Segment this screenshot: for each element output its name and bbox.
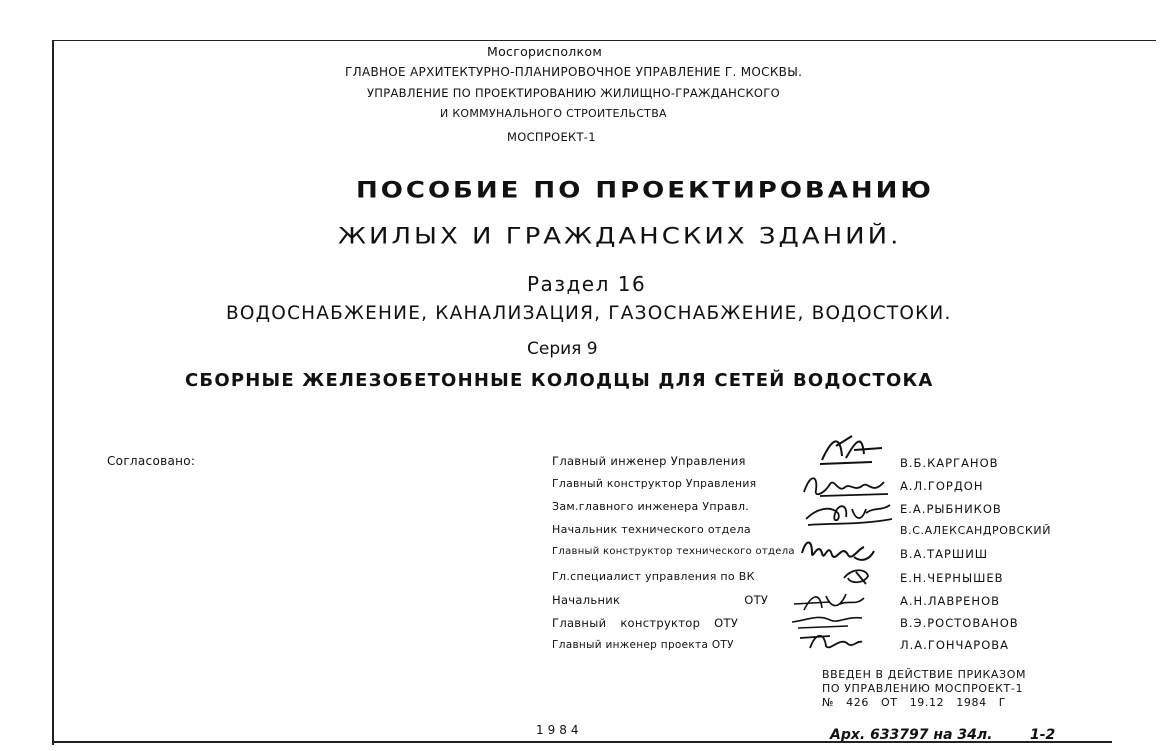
header-line-4: И КОММУНАЛЬНОГО СТРОИТЕЛЬСТВА — [440, 107, 667, 120]
approver-name-5: В.А.ТАРШИШ — [900, 547, 989, 561]
approval-role-7-text: Начальник ОТУ — [552, 593, 769, 607]
approver-name-1: В.Б.КАРГАНОВ — [900, 456, 999, 470]
approver-name-2: А.Л.ГОРДОН — [900, 479, 984, 493]
approval-role-6: Гл.специалист управления по ВК — [552, 570, 755, 583]
signature-8 — [796, 626, 866, 654]
archive-number: Арх. 633797 на 34л. — [830, 727, 993, 743]
sheet-number: 1-2 — [1030, 727, 1056, 743]
header-line-2: ГЛАВНОЕ АРХИТЕКТУРНО-ПЛАНИРОВОЧНОЕ УПРАВЛЕНИЕ Г. МОСКВЫ. — [345, 65, 803, 79]
header-line-3: УПРАВЛЕНИЕ ПО ПРОЕКТИРОВАНИЮ ЖИЛИЩНО-ГРАЖДАНСКОГО — [367, 86, 780, 100]
approver-name-9: Л.А.ГОНЧАРОВА — [900, 638, 1010, 652]
signature-5 — [838, 564, 878, 588]
signature-3 — [800, 495, 900, 531]
section-subject: ВОДОСНАБЖЕНИЕ, КАНАЛИЗАЦИЯ, ГАЗОСНАБЖЕНИЕ, ВОДОСТОКИ. — [226, 303, 952, 324]
approval-role-3: Зам.главного инженера Управл. — [552, 500, 750, 513]
decree-line-3: № 426 ОТ 19.12 1984 Г — [822, 696, 1007, 709]
approver-name-6: Е.Н.ЧЕРНЫШЕВ — [900, 571, 1004, 585]
decree-line-1: ВВЕДЕН В ДЕЙСТВИЕ ПРИКАЗОМ — [822, 668, 1027, 681]
approval-role-1: Главный инженер Управления — [552, 454, 746, 468]
approver-name-3: Е.А.РЫБНИКОВ — [900, 502, 1002, 516]
main-title-line-1: ПОСОБИЕ ПО ПРОЕКТИРОВАНИЮ — [356, 178, 934, 204]
approver-name-7: А.Н.ЛАВРЕНОВ — [900, 594, 1001, 608]
series-title: СБОРНЫЕ ЖЕЛЕЗОБЕТОННЫЕ КОЛОДЦЫ ДЛЯ СЕТЕЙ ВОДОСТОКА — [185, 370, 934, 391]
approval-role-4: Начальник технического отдела — [552, 523, 751, 536]
series-label: Серия 9 — [527, 339, 598, 359]
section-label: Раздел 16 — [527, 272, 647, 296]
approval-role-5: Главный конструктор технического отдела — [552, 546, 795, 557]
header-line-1: Мосгорисполком — [487, 44, 603, 59]
approver-name-4: В.С.АЛЕКСАНДРОВСКИЙ — [900, 524, 1052, 537]
approval-role-2: Главный конструктор Управления — [552, 477, 757, 490]
approval-role-7 — [552, 593, 792, 607]
decree-line-2: ПО УПРАВЛЕНИЮ МОСПРОЕКТ-1 — [822, 682, 1024, 695]
signature-1 — [812, 428, 892, 470]
year: 1984 — [536, 723, 583, 737]
organization-name: МОСПРОЕКТ-1 — [507, 130, 596, 144]
main-title-line-2: ЖИЛЫХ И ГРАЖДАНСКИХ ЗДАНИЙ. — [338, 224, 902, 250]
approval-role-8: Главный конструктор ОТУ — [552, 616, 739, 630]
approval-role-9: Главный инженер проекта ОТУ — [552, 639, 734, 651]
approval-label: Согласовано: — [107, 454, 196, 468]
approver-name-8: В.Э.РОСТОВАНОВ — [900, 616, 1019, 630]
